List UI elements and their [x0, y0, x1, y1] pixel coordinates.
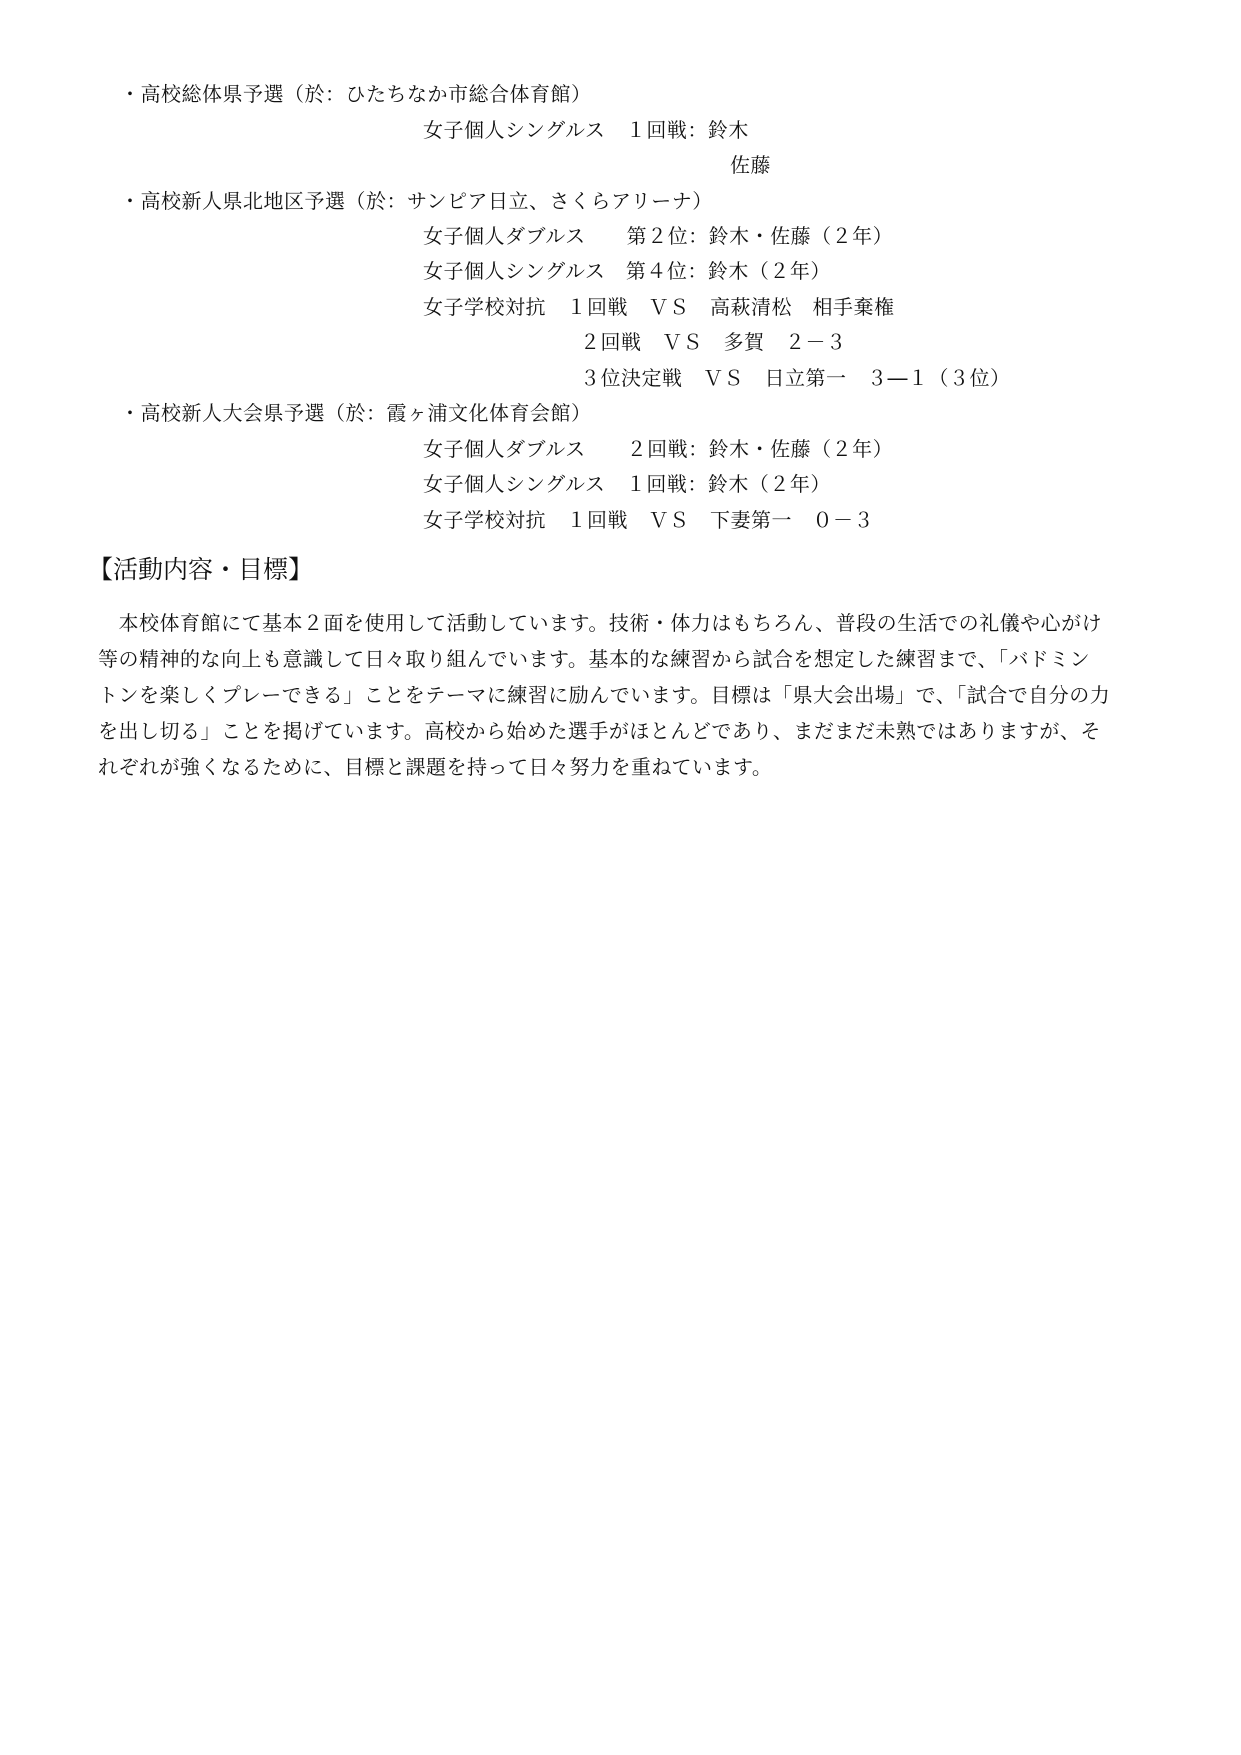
paragraph-line: れぞれが強くなるために、目標と課題を持って日々努力を重ねています。 [98, 755, 773, 779]
result-line: 女子個人ダブルス 第２位：鈴木・佐藤（２年） [423, 224, 894, 248]
paragraph-line: 等の精神的な向上も意識して日々取り組んでいます。基本的な練習から試合を想定した練習まで、「バドミン [98, 647, 1091, 671]
result-line: 女子学校対抗 １回戦 ＶＳ 高萩清松 相手棄権 [423, 295, 895, 319]
event-title-prefectural-sports-meet: ・高校総体県予選（於：ひたちなか市総合体育館） [120, 82, 592, 106]
paragraph-line: 本校体育館にて基本２面を使用して活動しています。技術・体力はもちろん、普段の生活での礼儀や心がけ [98, 611, 1103, 635]
result-line: ３位決定戦 ＶＳ 日立第一 ３―１（３位） [580, 366, 1011, 390]
paragraph-line: を出し切る」ことを掲げています。高校から始めた選手がほとんどであり、まだまだ未熟ではありますが、そ [98, 719, 1101, 743]
result-line: 女子個人ダブルス ２回戦：鈴木・佐藤（２年） [423, 437, 894, 461]
result-line: 女子個人シングルス １回戦：鈴木（２年） [423, 472, 831, 496]
event-title-northern-district-rookie: ・高校新人県北地区予選（於：サンピア日立、さくらアリーナ） [120, 189, 713, 213]
result-line: 女子個人シングルス １回戦：鈴木 [423, 118, 749, 142]
section-heading: 【活動内容・目標】 [88, 555, 314, 584]
result-line: ２回戦 ＶＳ 多賀 ２－３ [580, 330, 847, 354]
result-line: 女子学校対抗 １回戦 ＶＳ 下妻第一 ０－３ [423, 508, 874, 532]
paragraph-line: トンを楽しくプレーできる」ことをテーマに練習に励んでいます。目標は「県大会出場」で、「試合で自分の力 [98, 683, 1111, 707]
event-title-prefectural-rookie: ・高校新人大会県予選（於：霞ヶ浦文化体育会館） [120, 401, 592, 425]
result-line: 女子個人シングルス 第４位：鈴木（２年） [423, 259, 831, 283]
result-line: 佐藤 [730, 153, 771, 177]
